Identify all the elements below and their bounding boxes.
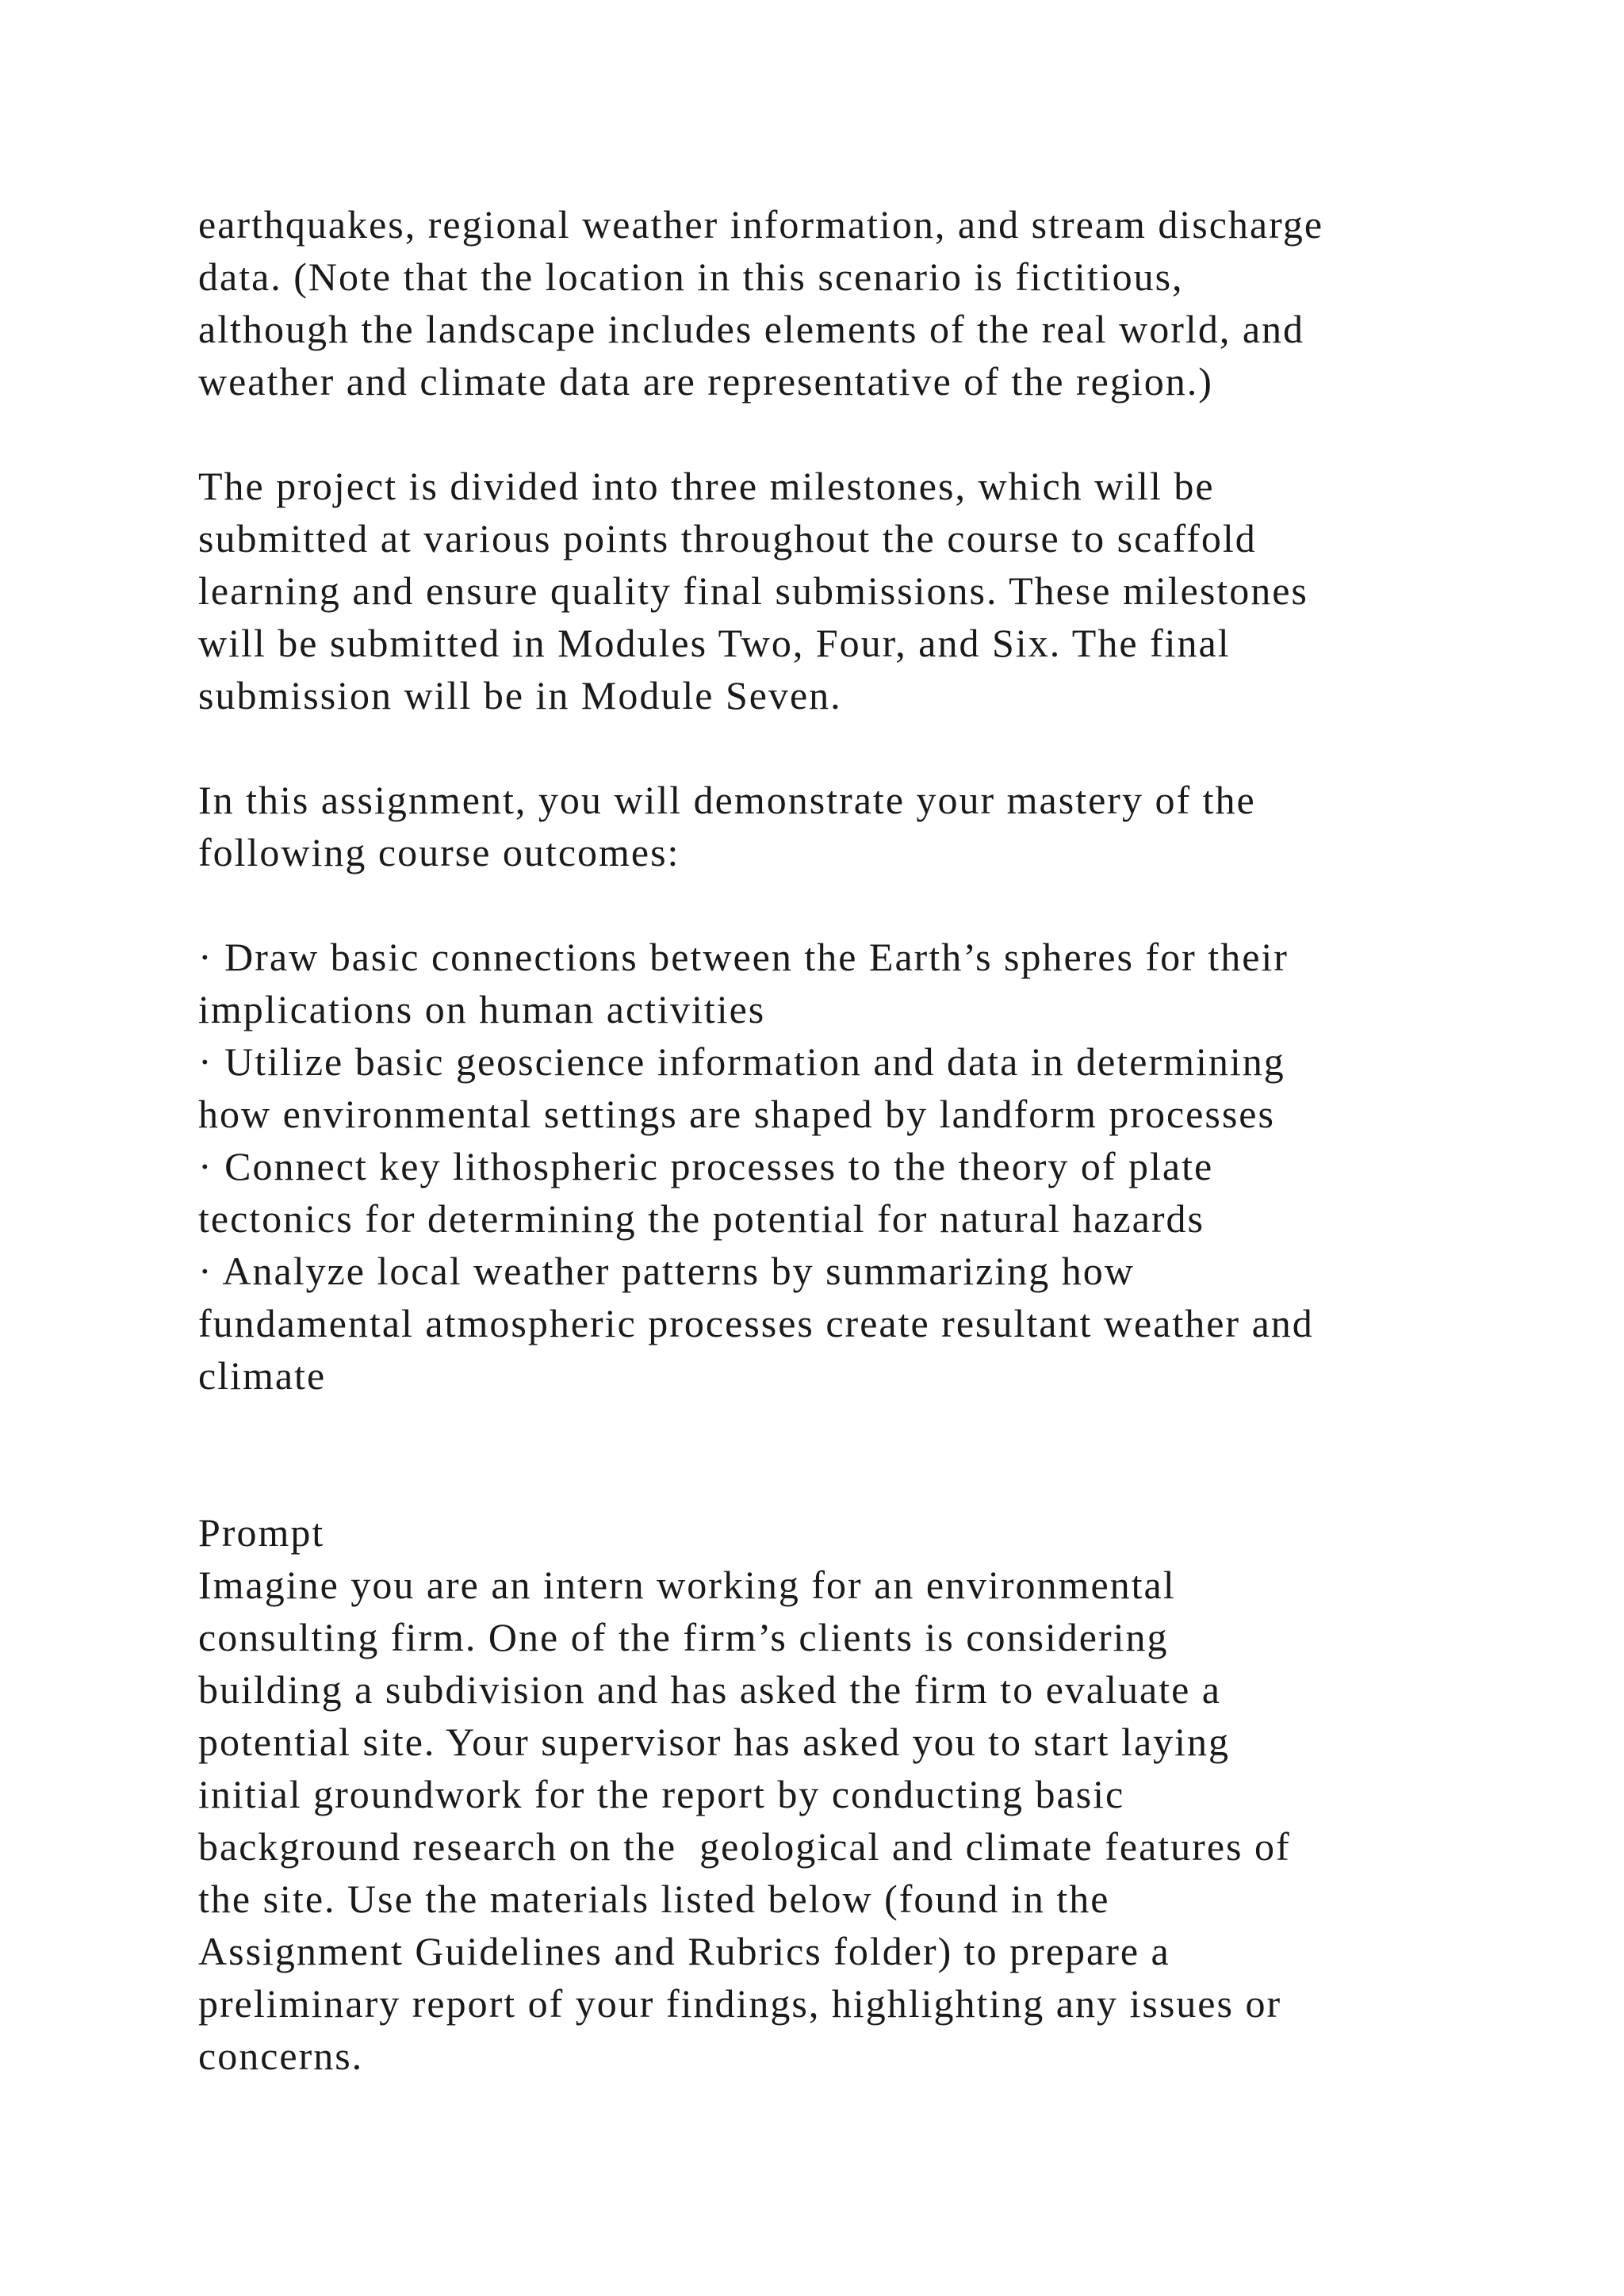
paragraph-line: consulting firm. One of the firm’s clients is considering — [198, 1615, 1169, 1659]
paragraph-line: preliminary report of your findings, highlighting any issues or — [198, 1981, 1282, 2026]
list-item: · Draw basic connections between the Earth’s spheres for their — [198, 935, 1289, 979]
paragraph-line: potential site. Your supervisor has asked you to start laying — [198, 1720, 1231, 1764]
prompt-paragraph — [198, 1559, 1546, 2082]
paragraph-line: In this assignment, you will demonstrate your mastery of the — [198, 778, 1256, 822]
paragraph-spacer — [198, 408, 1546, 460]
list-item-continuation: fundamental atmospheric processes create resultant weather and — [198, 1301, 1314, 1345]
paragraph-line: Assignment Guidelines and Rubrics folder) to prepare a — [198, 1929, 1170, 1973]
outcomes-list — [198, 931, 1546, 1402]
paragraph-line: background research on the geological and climate features of — [198, 1824, 1291, 1869]
list-item-continuation: how environmental settings are shaped by landform processes — [198, 1092, 1275, 1136]
list-item-continuation: climate — [198, 1353, 327, 1398]
milestones-paragraph — [198, 460, 1546, 721]
list-item: · Analyze local weather patterns by summarizing how — [198, 1249, 1135, 1293]
paragraph-line: earthquakes, regional weather information, and stream discharge — [198, 202, 1324, 247]
intro-paragraph — [198, 198, 1546, 408]
paragraph-line: The project is divided into three milestones, which will be — [198, 464, 1215, 508]
paragraph-line: will be submitted in Modules Two, Four, and Six. The final — [198, 621, 1231, 665]
paragraph-line: building a subdivision and has asked the firm to evaluate a — [198, 1667, 1221, 1712]
paragraph-line: learning and ensure quality final submissions. These milestones — [198, 568, 1308, 613]
paragraph-line: weather and climate data are representative of the region.) — [198, 359, 1213, 404]
paragraph-line: submitted at various points throughout the course to scaffold — [198, 516, 1257, 561]
paragraph-line: following course outcomes: — [198, 830, 680, 874]
prompt-heading: Prompt — [198, 1510, 325, 1555]
paragraph-line: initial groundwork for the report by conducting basic — [198, 1772, 1125, 1816]
paragraph-line: submission will be in Module Seven. — [198, 673, 842, 718]
paragraph-spacer — [198, 721, 1546, 774]
paragraph-spacer — [198, 878, 1546, 931]
list-item-continuation: implications on human activities — [198, 987, 766, 1031]
paragraph-line: although the landscape includes elements of the real world, and — [198, 307, 1305, 351]
list-item: · Utilize basic geoscience information and data in determining — [198, 1039, 1285, 1084]
outcomes-intro — [198, 774, 1546, 878]
list-item-continuation: tectonics for determining the potential for natural hazards — [198, 1196, 1205, 1241]
paragraph-line: Imagine you are an intern working for an environmental — [198, 1563, 1176, 1607]
paragraph-line: concerns. — [198, 2034, 364, 2078]
document-body — [198, 198, 1546, 2082]
section-spacer — [198, 1402, 1546, 1506]
paragraph-line: the site. Use the materials listed below (found in the — [198, 1877, 1110, 1921]
list-item: · Connect key lithospheric processes to the theory of plate — [198, 1144, 1214, 1188]
paragraph-line: data. (Note that the location in this scenario is fictitious, — [198, 254, 1184, 299]
